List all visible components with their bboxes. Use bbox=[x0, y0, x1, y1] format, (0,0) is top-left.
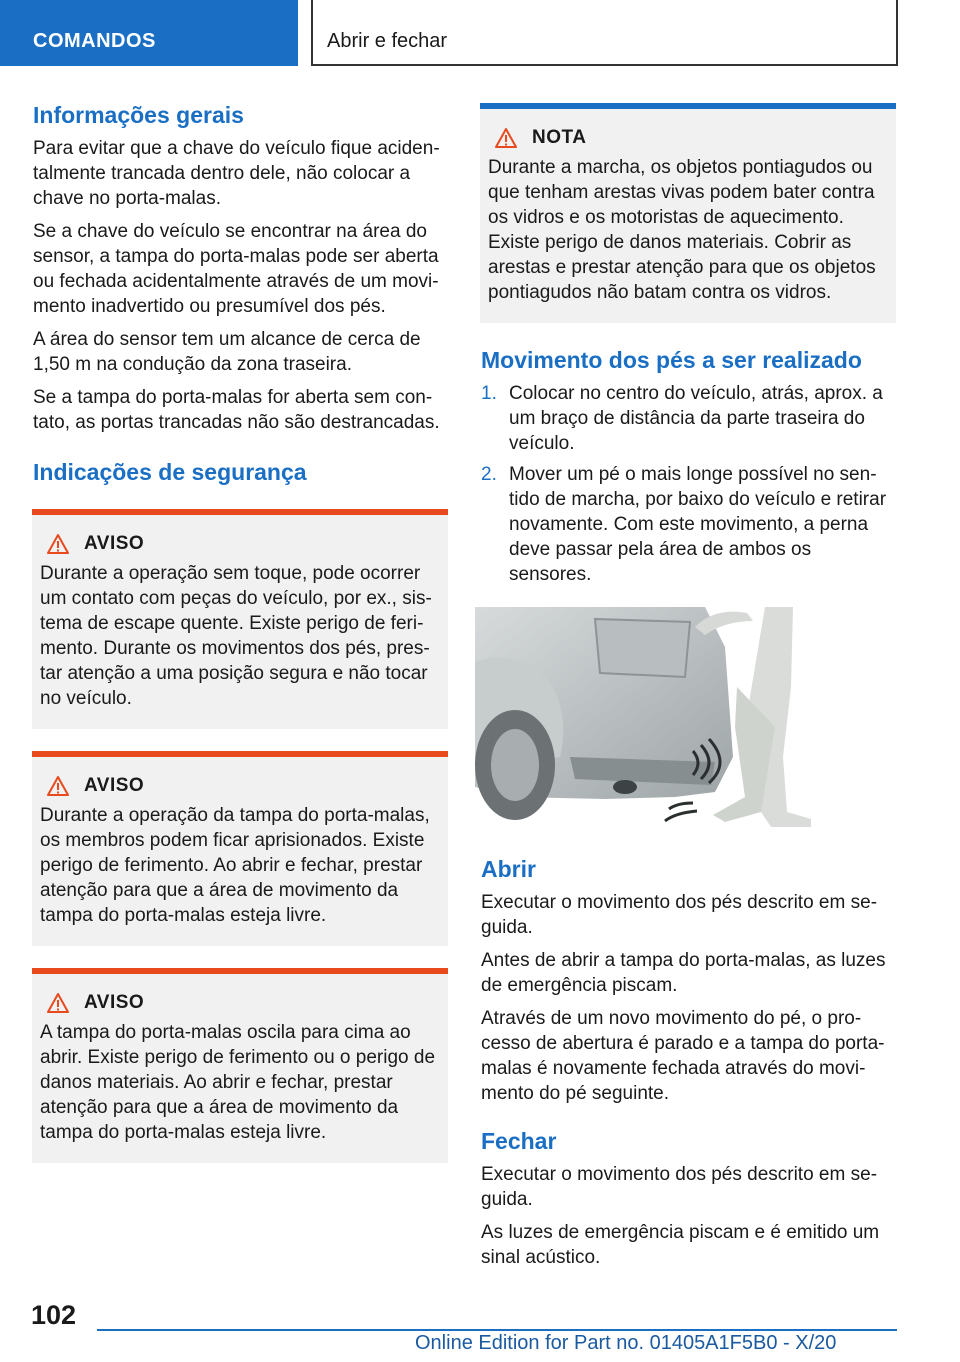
right-column bbox=[481, 103, 896, 1278]
steps-list bbox=[481, 381, 896, 587]
paragraph: Se a tampa do porta-malas for aberta sem contato, as portas trancadas não são destrancadas. bbox=[33, 387, 440, 433]
paragraph: Antes de abrir a tampa do porta-malas, as luzes de emergência piscam. bbox=[481, 950, 886, 996]
edition-text: Online Edition for Part no. 01405A1F5B0 - X/20 bbox=[415, 1332, 837, 1354]
step-number: 1. bbox=[481, 383, 497, 404]
page-number: 102 bbox=[31, 1300, 77, 1330]
note-title: NOTA bbox=[532, 127, 587, 148]
warning-text: A tampa do porta-malas oscila para cima ao abrir. Existe perigo de ferimento ou o perigo de danos materiais. Ao abrir e fechar, prestar atenção para que a área de movimento da tampa do porta-malas esteja livre. bbox=[40, 1022, 436, 1143]
note-text: Durante a marcha, os objetos pontiagudos ou que tenham arestas vivas podem bater contra os vidros e os motoristas de aquecimento. Existe perigo de danos materiais. Cobrir as arestas e prestar atenção para que os objetos pontiagudos não batam contra os vidros. bbox=[488, 157, 876, 303]
step-text: Colocar no centro do veículo, atrás, aprox. a um braço de distância da parte traseira do veículo. bbox=[509, 383, 883, 454]
paragraph: As luzes de emergência piscam e é emitido um sinal acústico. bbox=[481, 1222, 880, 1268]
warning-icon bbox=[46, 775, 70, 797]
left-column bbox=[33, 100, 448, 1163]
foot-sensor-illustration bbox=[475, 607, 811, 827]
warning-text: Durante a operação sem toque, pode ocorrer um contato com peças do veículo, por ex., sistema de escape quente. Existe perigo de ferimento. Durante os movimentos dos pés, prestar atenção a uma posição segura e não tocar no veículo. bbox=[40, 563, 432, 709]
warning-title: AVISO bbox=[84, 533, 145, 554]
general-info-heading: Informações gerais bbox=[33, 102, 244, 128]
warning-box bbox=[32, 968, 448, 1163]
list-item bbox=[481, 381, 896, 456]
note-box bbox=[480, 103, 896, 323]
section-tab bbox=[0, 0, 298, 66]
paragraph: Executar o movimento dos pés descrito em seguida. bbox=[481, 892, 878, 938]
open-heading: Abrir bbox=[481, 856, 536, 882]
paragraph: Se a chave do veículo se encontrar na área do sensor, a tampa do porta-malas pode ser aberta ou fechada acidentalmente através de um movimento inadvertido ou presumível dos pés. bbox=[33, 221, 439, 317]
step-text: Mover um pé o mais longe possível no sentido de marcha, por baixo do veículo e retirar novamente. Com este movimento, a perna deve passar pela área de ambos os sensores. bbox=[509, 464, 887, 585]
warning-box bbox=[32, 751, 448, 946]
caution-icon bbox=[494, 127, 518, 149]
chapter-title: Abrir e fechar bbox=[327, 30, 448, 52]
paragraph: Através de um novo movimento do pé, o processo de abertura é parado e a tampa do porta-malas é novamente fechada através do movimento do pé seguinte. bbox=[481, 1008, 885, 1104]
safety-heading: Indicações de segurança bbox=[33, 459, 307, 485]
paragraph: Executar o movimento dos pés descrito em seguida. bbox=[481, 1164, 878, 1210]
close-heading: Fechar bbox=[481, 1128, 557, 1154]
section-title: COMANDOS bbox=[33, 30, 156, 52]
warning-box bbox=[32, 509, 448, 729]
paragraph: Para evitar que a chave do veículo fique acidentalmente trancada dentro dele, não colocar a chave no porta-malas. bbox=[33, 138, 440, 209]
warning-icon bbox=[46, 533, 70, 555]
warning-icon bbox=[46, 992, 70, 1014]
paragraph: A área do sensor tem um alcance de cerca de 1,50 m na condução da zona traseira. bbox=[33, 329, 421, 375]
warning-text: Durante a operação da tampa do porta-malas, os membros podem ficar aprisionados. Existe perigo de ferimento. Ao abrir e fechar, prestar atenção para que a área de movimento da tampa do porta-malas esteja livre. bbox=[40, 805, 430, 926]
movement-heading: Movimento dos pés a ser realizado bbox=[481, 347, 862, 373]
warning-title: AVISO bbox=[84, 992, 145, 1013]
chapter-header bbox=[311, 0, 898, 66]
step-number: 2. bbox=[481, 464, 497, 485]
list-item bbox=[481, 462, 896, 587]
footer-divider bbox=[97, 1329, 897, 1331]
warning-title: AVISO bbox=[84, 775, 145, 796]
